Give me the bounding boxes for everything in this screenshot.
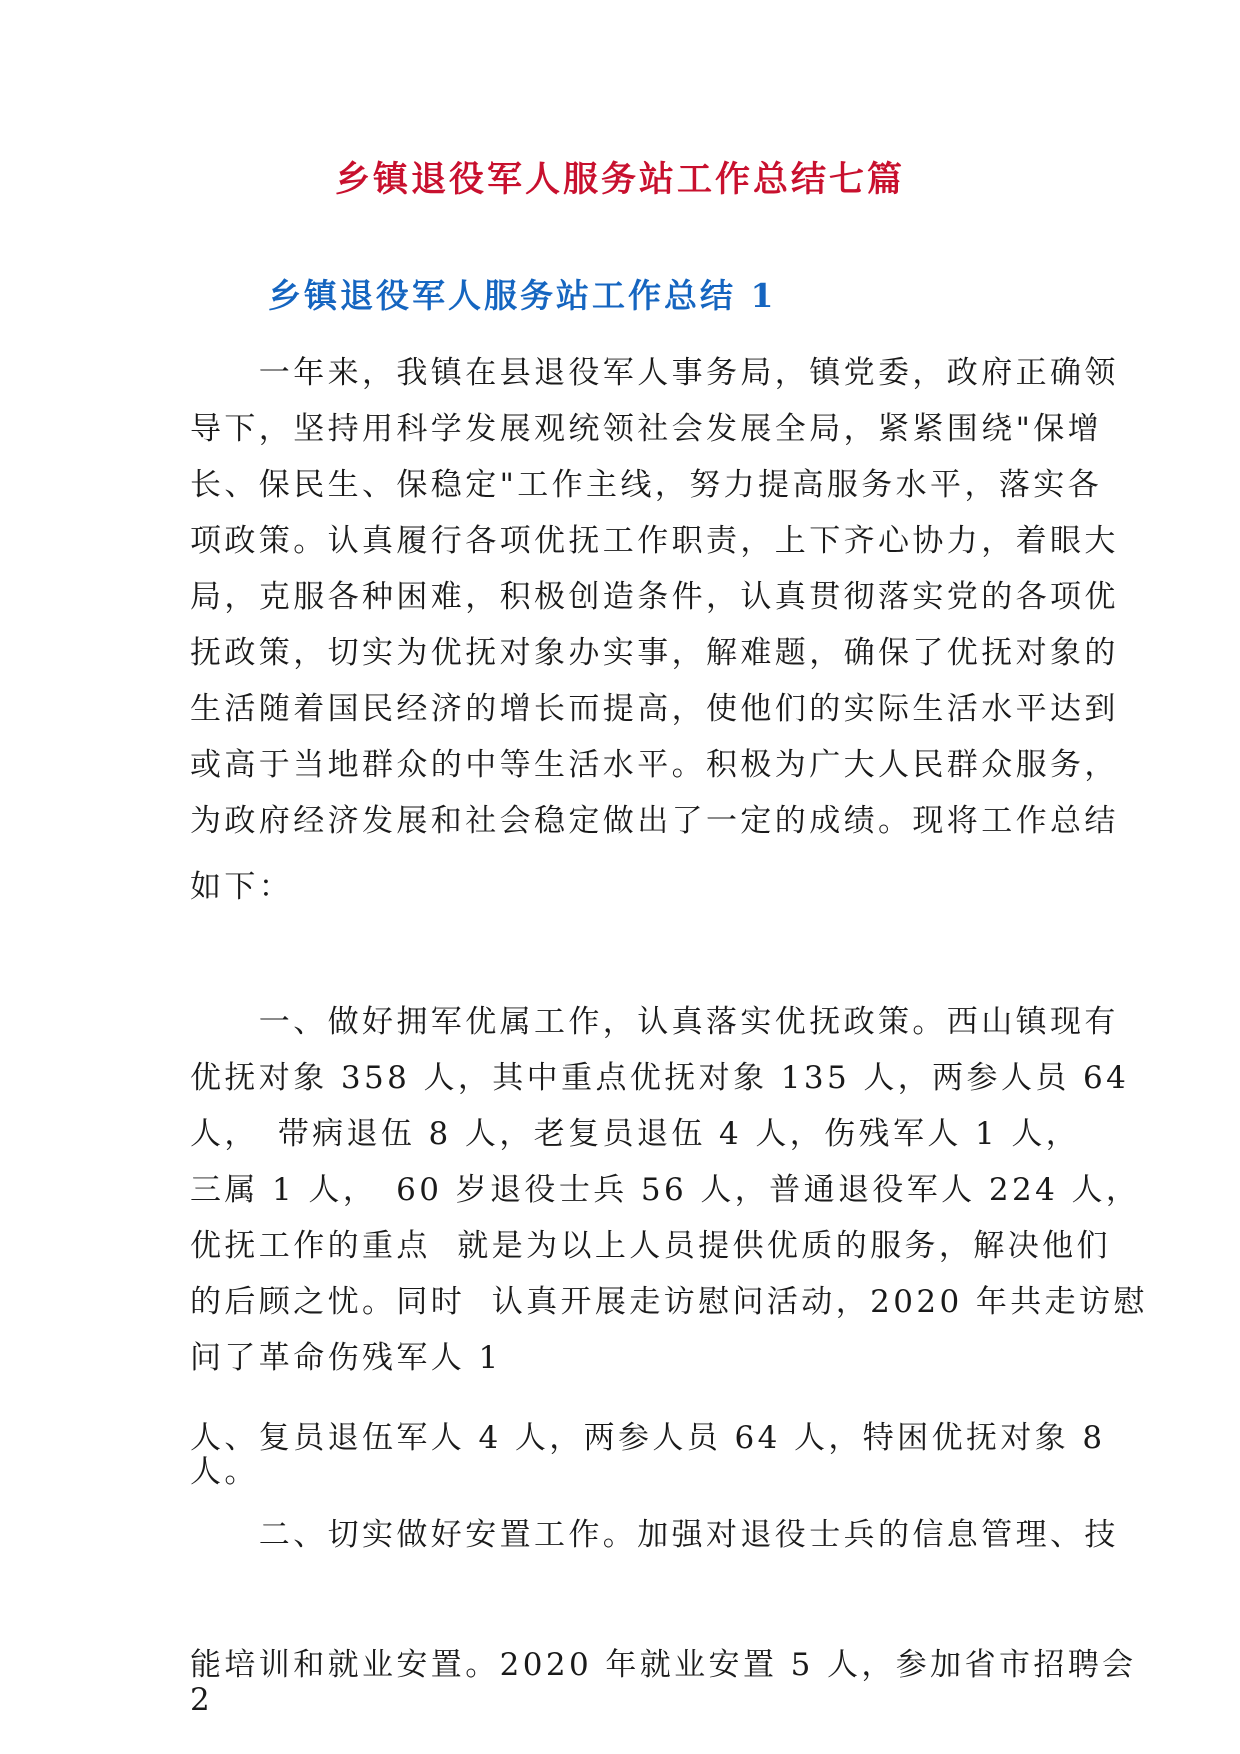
section-title: 乡镇退役军人服务站工作总结 1: [268, 276, 777, 315]
paragraph-line: 人。: [190, 1454, 259, 1490]
paragraph-line: 生活随着国民经济的增长而提高，使他们的实际生活水平达到: [190, 691, 1119, 727]
paragraph-line: 项政策。认真履行各项优抚工作职责，上下齐心协力，着眼大: [190, 523, 1119, 559]
paragraph-line: 的后顾之忧。同时 认真开展走访慰问活动，2020 年共走访慰: [190, 1284, 1148, 1320]
paragraph-line: 问了革命伤残军人 1: [190, 1340, 502, 1376]
paragraph-line: 局，克服各种困难，积极创造条件，认真贯彻落实党的各项优: [190, 579, 1119, 615]
paragraph-line: 一年来，我镇在县退役军人事务局，镇党委，政府正确领: [190, 355, 1119, 391]
document-title: 乡镇退役军人服务站工作总结七篇: [334, 159, 905, 200]
paragraph-line: 优抚工作的重点 就是为以上人员提供优质的服务，解决他们: [190, 1228, 1111, 1264]
paragraph-line: 二、切实做好安置工作。加强对退役士兵的信息管理、技: [190, 1517, 1119, 1553]
paragraph-line: 优抚对象 358 人，其中重点优抚对象 135 人，两参人员 64: [190, 1060, 1130, 1096]
paragraph-line: 能培训和就业安置。2020 年就业安置 5 人，参加省市招聘会: [190, 1647, 1137, 1683]
paragraph-line: 三属 1 人， 60 岁退役士兵 56 人，普通退役军人 224 人，: [190, 1172, 1141, 1208]
paragraph-line: 一、做好拥军优属工作，认真落实优抚政策。西山镇现有: [190, 1004, 1119, 1040]
paragraph-line: 导下，坚持用科学发展观统领社会发展全局，紧紧围绕"保增: [190, 411, 1103, 447]
paragraph-line: 抚政策，切实为优抚对象办实事，解难题，确保了优抚对象的: [190, 635, 1119, 671]
paragraph-line: 或高于当地群众的中等生活水平。积极为广大人民群众服务，: [190, 747, 1119, 783]
paragraph-line: 人、复员退伍军人 4 人，两参人员 64 人，特困优抚对象 8: [190, 1420, 1106, 1456]
paragraph-line: 人， 带病退伍 8 人，老复员退伍 4 人，伤残军人 1 人，: [190, 1116, 1081, 1152]
paragraph-line: 为政府经济发展和社会稳定做出了一定的成绩。现将工作总结: [190, 803, 1119, 839]
paragraph-line: 长、保民生、保稳定"工作主线，努力提高服务水平，落实各: [190, 467, 1103, 503]
paragraph-line: 2: [190, 1682, 214, 1718]
paragraph-line: 如下：: [190, 869, 294, 905]
